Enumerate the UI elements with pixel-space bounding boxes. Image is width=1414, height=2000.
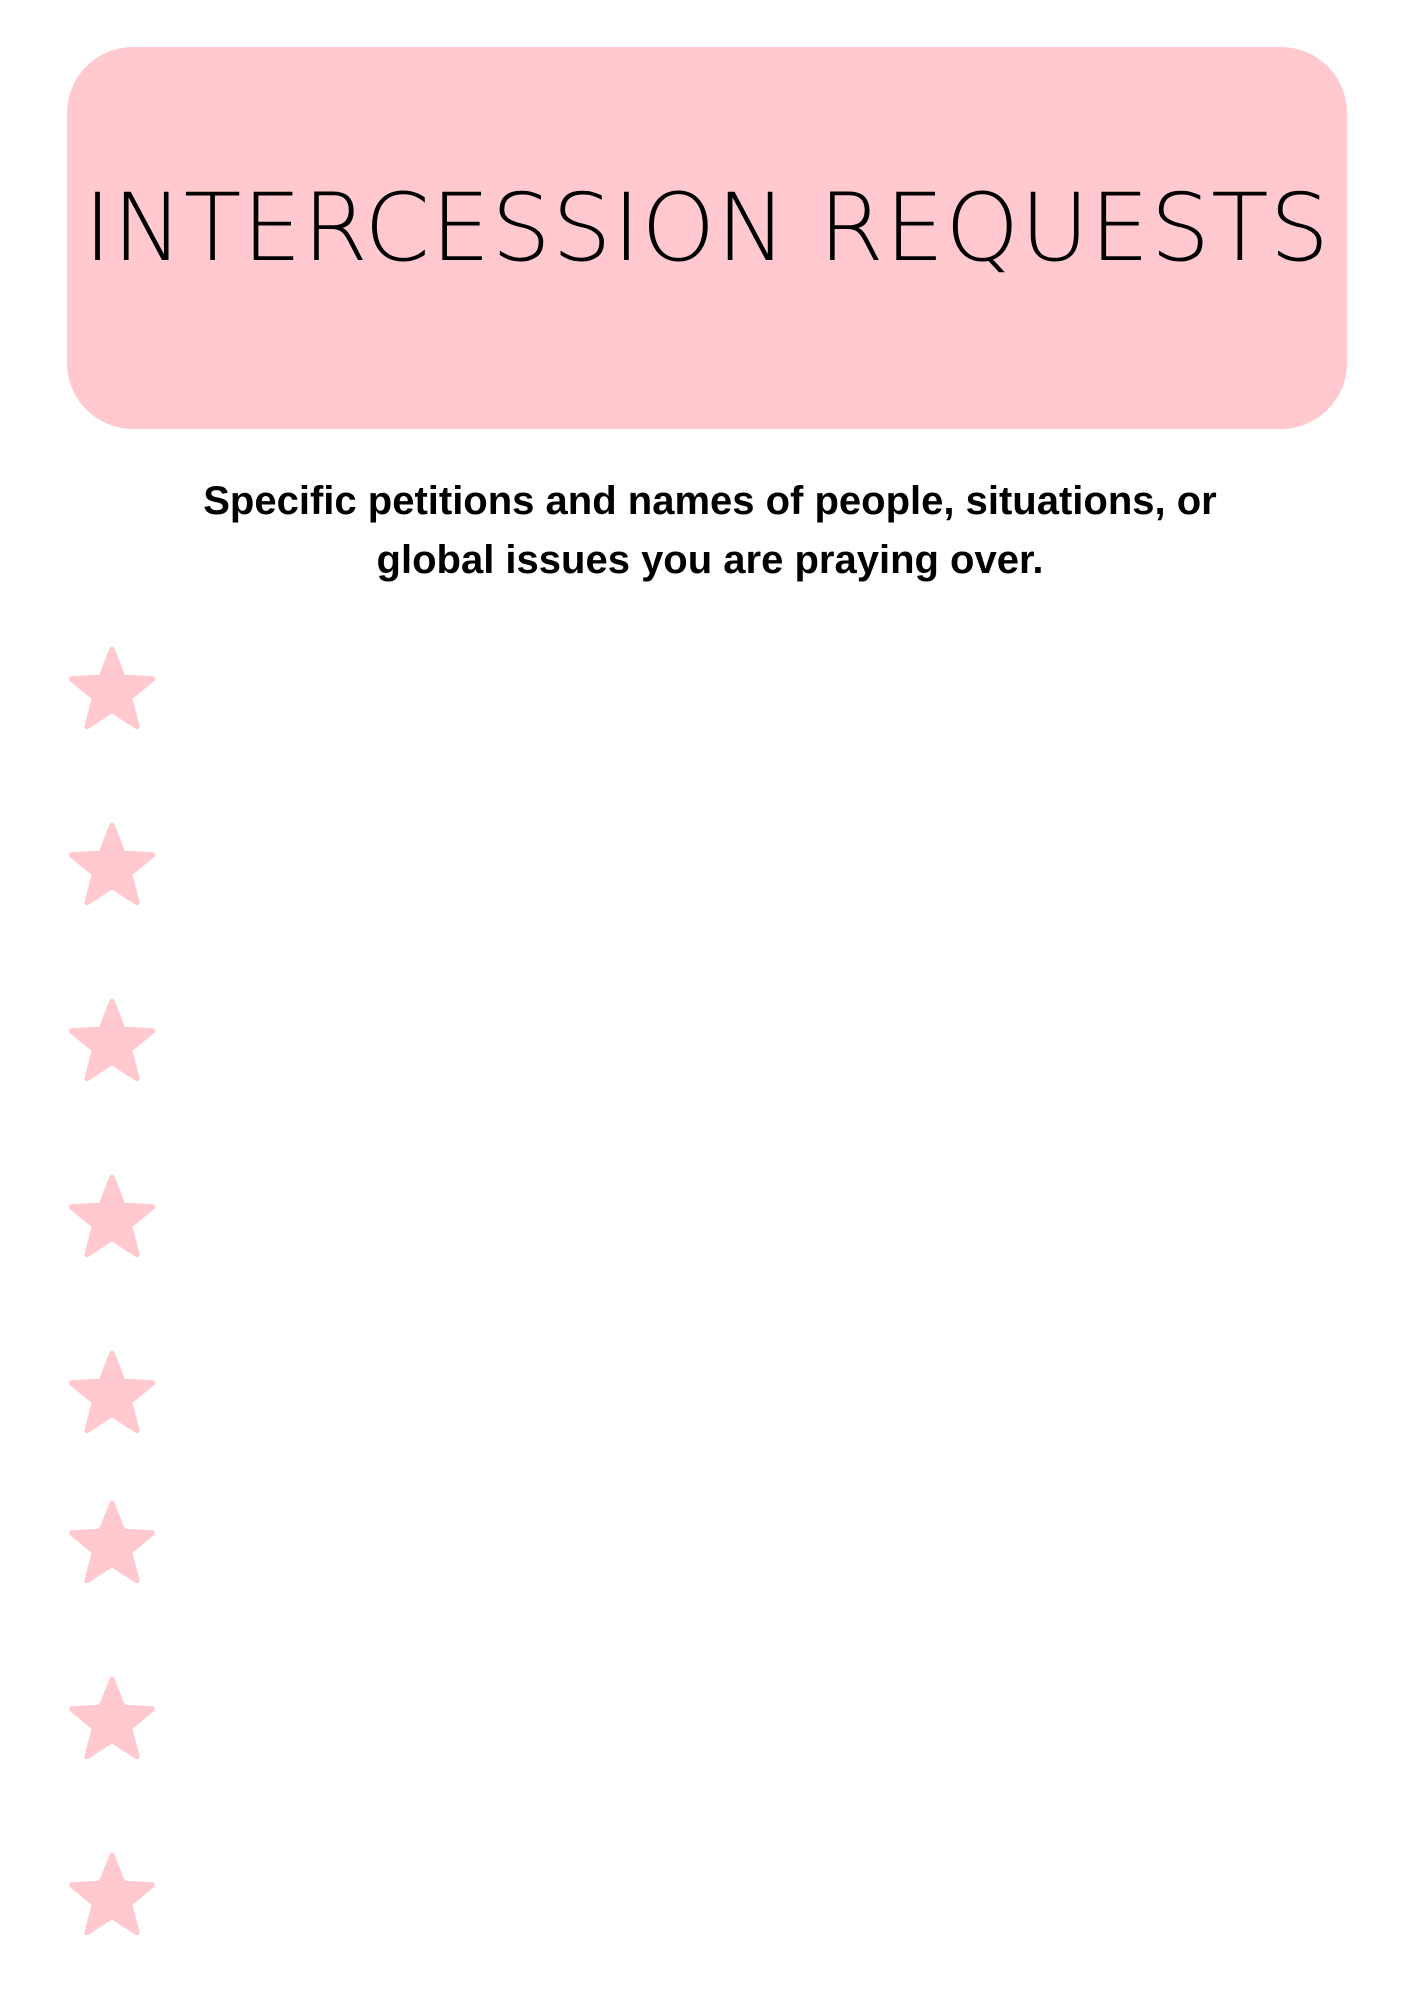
subtitle-line-1: Specific petitions and names of people, situations, or — [203, 479, 1217, 523]
star-icon — [66, 820, 158, 908]
star-icon — [66, 996, 158, 1084]
star-icon — [66, 1348, 158, 1436]
star-icon — [66, 1674, 158, 1762]
star-icon — [66, 1172, 158, 1260]
star-icon — [66, 1850, 158, 1938]
page-subtitle — [120, 472, 1300, 590]
star-icon — [66, 644, 158, 732]
subtitle-line-2: global issues you are praying over. — [376, 538, 1044, 582]
page-title: INTERCESSION REQUESTS — [83, 174, 1331, 283]
header-banner — [67, 47, 1347, 429]
star-icon — [66, 1498, 158, 1586]
